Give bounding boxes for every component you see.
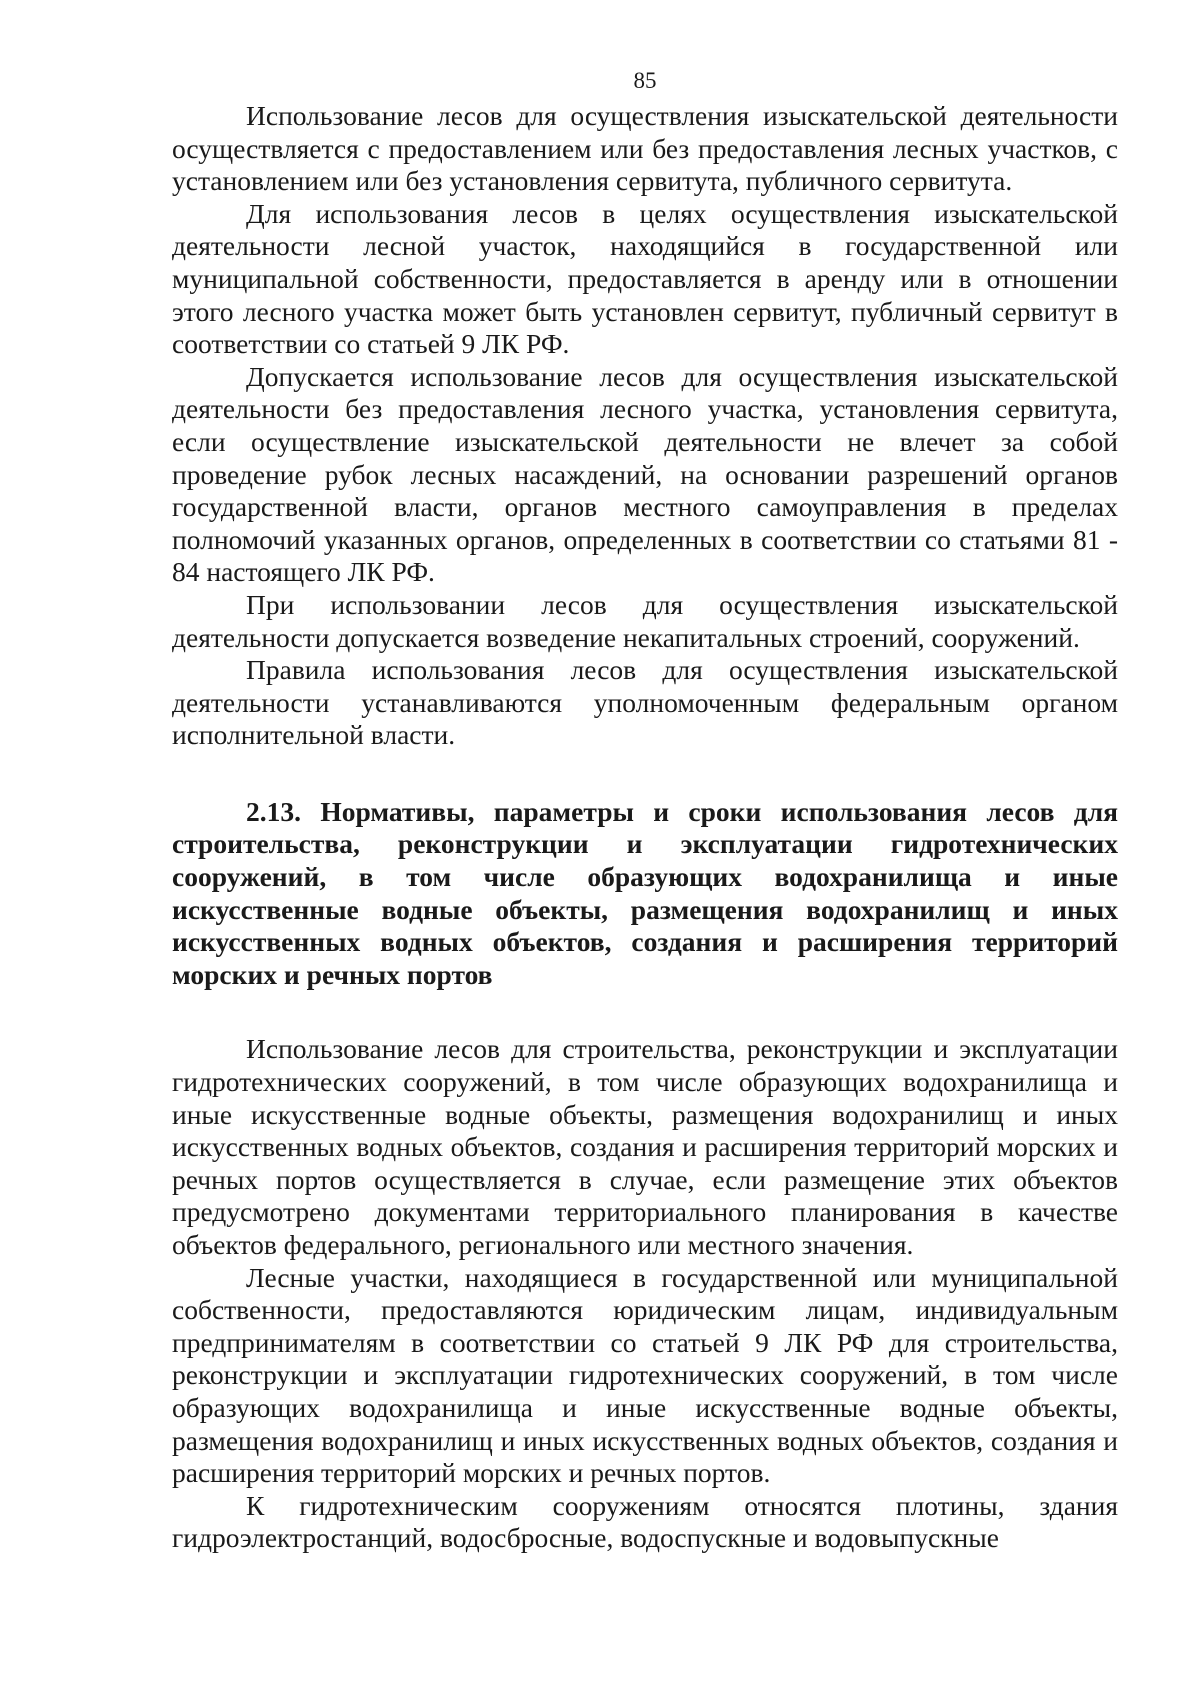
paragraph-survey-rules: Правила использования лесов для осуществления изыскательской деятельности устанавливаются уполномоченным федеральным органом исполнительной власти.	[172, 654, 1118, 751]
paragraph-hydro-structures: К гидротехническим сооружениям относятся плотины, здания гидроэлектростанций, водосбросные, водоспускные и водовыпускные	[172, 1489, 1118, 1554]
page-number: 85	[633, 68, 657, 93]
paragraph-survey-permission: Допускается использование лесов для осуществления изыскательской деятельности без предоставления лесного участка, установления сервитута, если осуществление изыскательской деятельности не влечет за собой проведение рубок лесных насаждений, на основании разрешений органов государственной власти, органов местного самоуправления в пределах полномочий указанных органов, определенных в соответствии со статьями 81 - 84 настоящего ЛК РФ.	[172, 360, 1118, 588]
paragraph-hydro-use: Использование лесов для строительства, реконструкции и эксплуатации гидротехнических сооружений, в том числе образующих водохранилища и иные искусственные водные объекты, размещения водохранилищ и иных искусственных водных объектов, создания и расширения территорий морских и речных портов осуществляется в случае, если размещение этих объектов предусмотрено документами территориального планирования в качестве объектов федерального, регионального или местного значения.	[172, 1033, 1118, 1260]
section-heading: 2.13. Нормативы, параметры и сроки использования лесов для строительства, реконструкции и эксплуатации гидротехнических сооружений, в том числе образующих водохранилища и иные искусственные водные объекты, размещения водохранилищ и иных искусственных водных объектов, создания и расширения территорий морских и речных портов	[172, 795, 1118, 990]
paragraph-hydro-plots: Лесные участки, находящиеся в государственной или муниципальной собственности, предоставляются юридическим лицам, индивидуальным предпринимателям в соответствии со статьей 9 ЛК РФ для строительства, реконструкции и эксплуатации гидротехнических сооружений, в том числе образующих водохранилища и иные искусственные водные объекты, размещения водохранилищ и иных искусственных водных объектов, создания и расширения территорий морских и речных портов.	[172, 1261, 1118, 1489]
paragraph-survey-use: Использование лесов для осуществления изыскательской деятельности осуществляется с предоставлением или без предоставления лесных участков, с установлением или без установления сервитута, публичного сервитута.	[172, 100, 1118, 197]
document-page	[172, 68, 1118, 1555]
paragraph-survey-structures: При использовании лесов для осуществления изыскательской деятельности допускается возведение некапитальных строений, сооружений.	[172, 588, 1118, 653]
paragraph-survey-lease: Для использования лесов в целях осуществления изыскательской деятельности лесной участок, находящийся в государственной или муниципальной собственности, предоставляется в аренду или в отношении этого лесного участка может быть установлен сервитут, публичный сервитут в соответствии со статьей 9 ЛК РФ.	[172, 197, 1118, 360]
